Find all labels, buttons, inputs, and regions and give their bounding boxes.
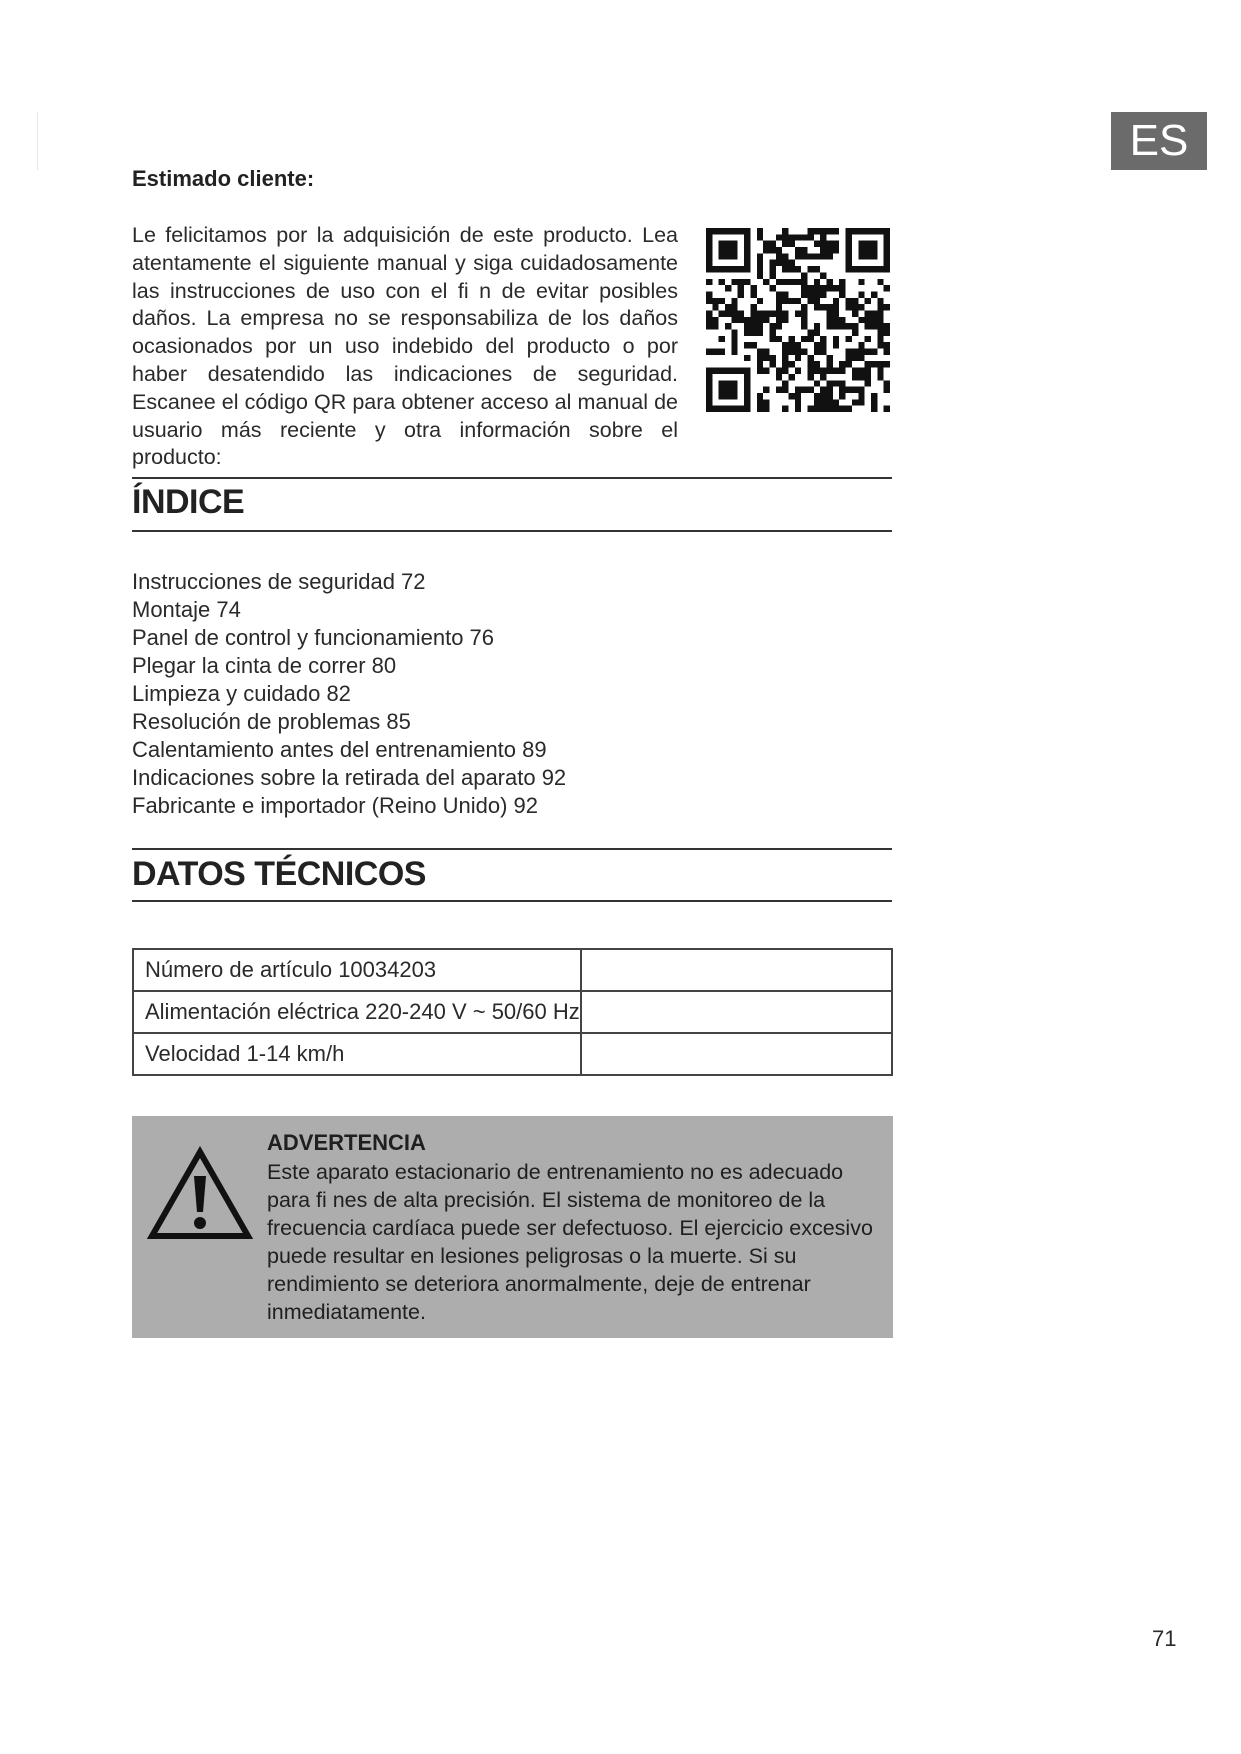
table-cell bbox=[581, 949, 892, 991]
table-row bbox=[133, 991, 892, 1033]
toc-item[interactable]: Panel de control y funcionamiento 76 bbox=[132, 625, 495, 650]
toc-item[interactable]: Calentamiento antes del entrenamiento 89 bbox=[132, 737, 547, 762]
table-row bbox=[133, 1033, 892, 1075]
table-cell: Número de artículo 10034203 bbox=[133, 949, 581, 991]
index-title: ÍNDICE bbox=[132, 483, 245, 521]
divider bbox=[132, 848, 892, 850]
toc-item[interactable]: Montaje 74 bbox=[132, 597, 241, 622]
divider bbox=[132, 530, 892, 532]
qr-code-icon[interactable] bbox=[706, 228, 890, 412]
intro-paragraph: Le felicitamos por la adquisición de este producto. Lea atentamente el siguiente manual y siga cuidadosamente las instrucciones de uso con el fi n de evitar posibles daños. La empresa no se responsabiliza de los daños ocasionados por un uso indebido del producto o por haber desatendido las indicaciones de seguridad. Escanee el código QR para obtener acceso al manual de usuario más reciente y otra información sobre el producto: bbox=[132, 223, 678, 470]
warning-text: Este aparato estacionario de entrenamiento no es adecuado para fi nes de alta precisión. El sistema de monitoreo de la frecuencia cardíaca puede ser defectuoso. El ejercicio excesivo puede resultar en lesiones peligrosas o la muerte. Si su rendimiento se deteriora anormalmente, deje de entrenar inmediatamente. bbox=[267, 1160, 873, 1324]
table-row bbox=[133, 949, 892, 991]
toc-item[interactable]: Limpieza y cuidado 82 bbox=[132, 681, 351, 706]
warning-title: ADVERTENCIA bbox=[267, 1130, 426, 1155]
tech-specs-table bbox=[132, 948, 893, 1076]
tech-title: DATOS TÉCNICOS bbox=[132, 855, 426, 893]
warning-box bbox=[132, 1116, 893, 1338]
toc-item[interactable]: Fabricante e importador (Reino Unido) 92 bbox=[132, 793, 538, 818]
toc-item[interactable]: Resolución de problemas 85 bbox=[132, 709, 411, 734]
language-tab: ES bbox=[1111, 112, 1207, 170]
table-of-contents bbox=[132, 568, 566, 820]
toc-item[interactable]: Indicaciones sobre la retirada del aparato 92 bbox=[132, 765, 567, 790]
table-cell: Alimentación eléctrica 220-240 V ~ 50/60 Hz bbox=[133, 991, 581, 1033]
table-cell bbox=[581, 1033, 892, 1075]
margin-line bbox=[37, 112, 38, 170]
toc-item[interactable]: Instrucciones de seguridad 72 bbox=[132, 569, 426, 594]
warning-triangle-icon bbox=[146, 1146, 254, 1242]
page-number: 71 bbox=[1152, 1626, 1177, 1651]
divider bbox=[132, 477, 892, 479]
greeting: Estimado cliente: bbox=[132, 166, 315, 191]
table-cell bbox=[581, 991, 892, 1033]
divider bbox=[132, 900, 892, 902]
toc-item[interactable]: Plegar la cinta de correr 80 bbox=[132, 653, 397, 678]
table-cell: Velocidad 1-14 km/h bbox=[133, 1033, 581, 1075]
